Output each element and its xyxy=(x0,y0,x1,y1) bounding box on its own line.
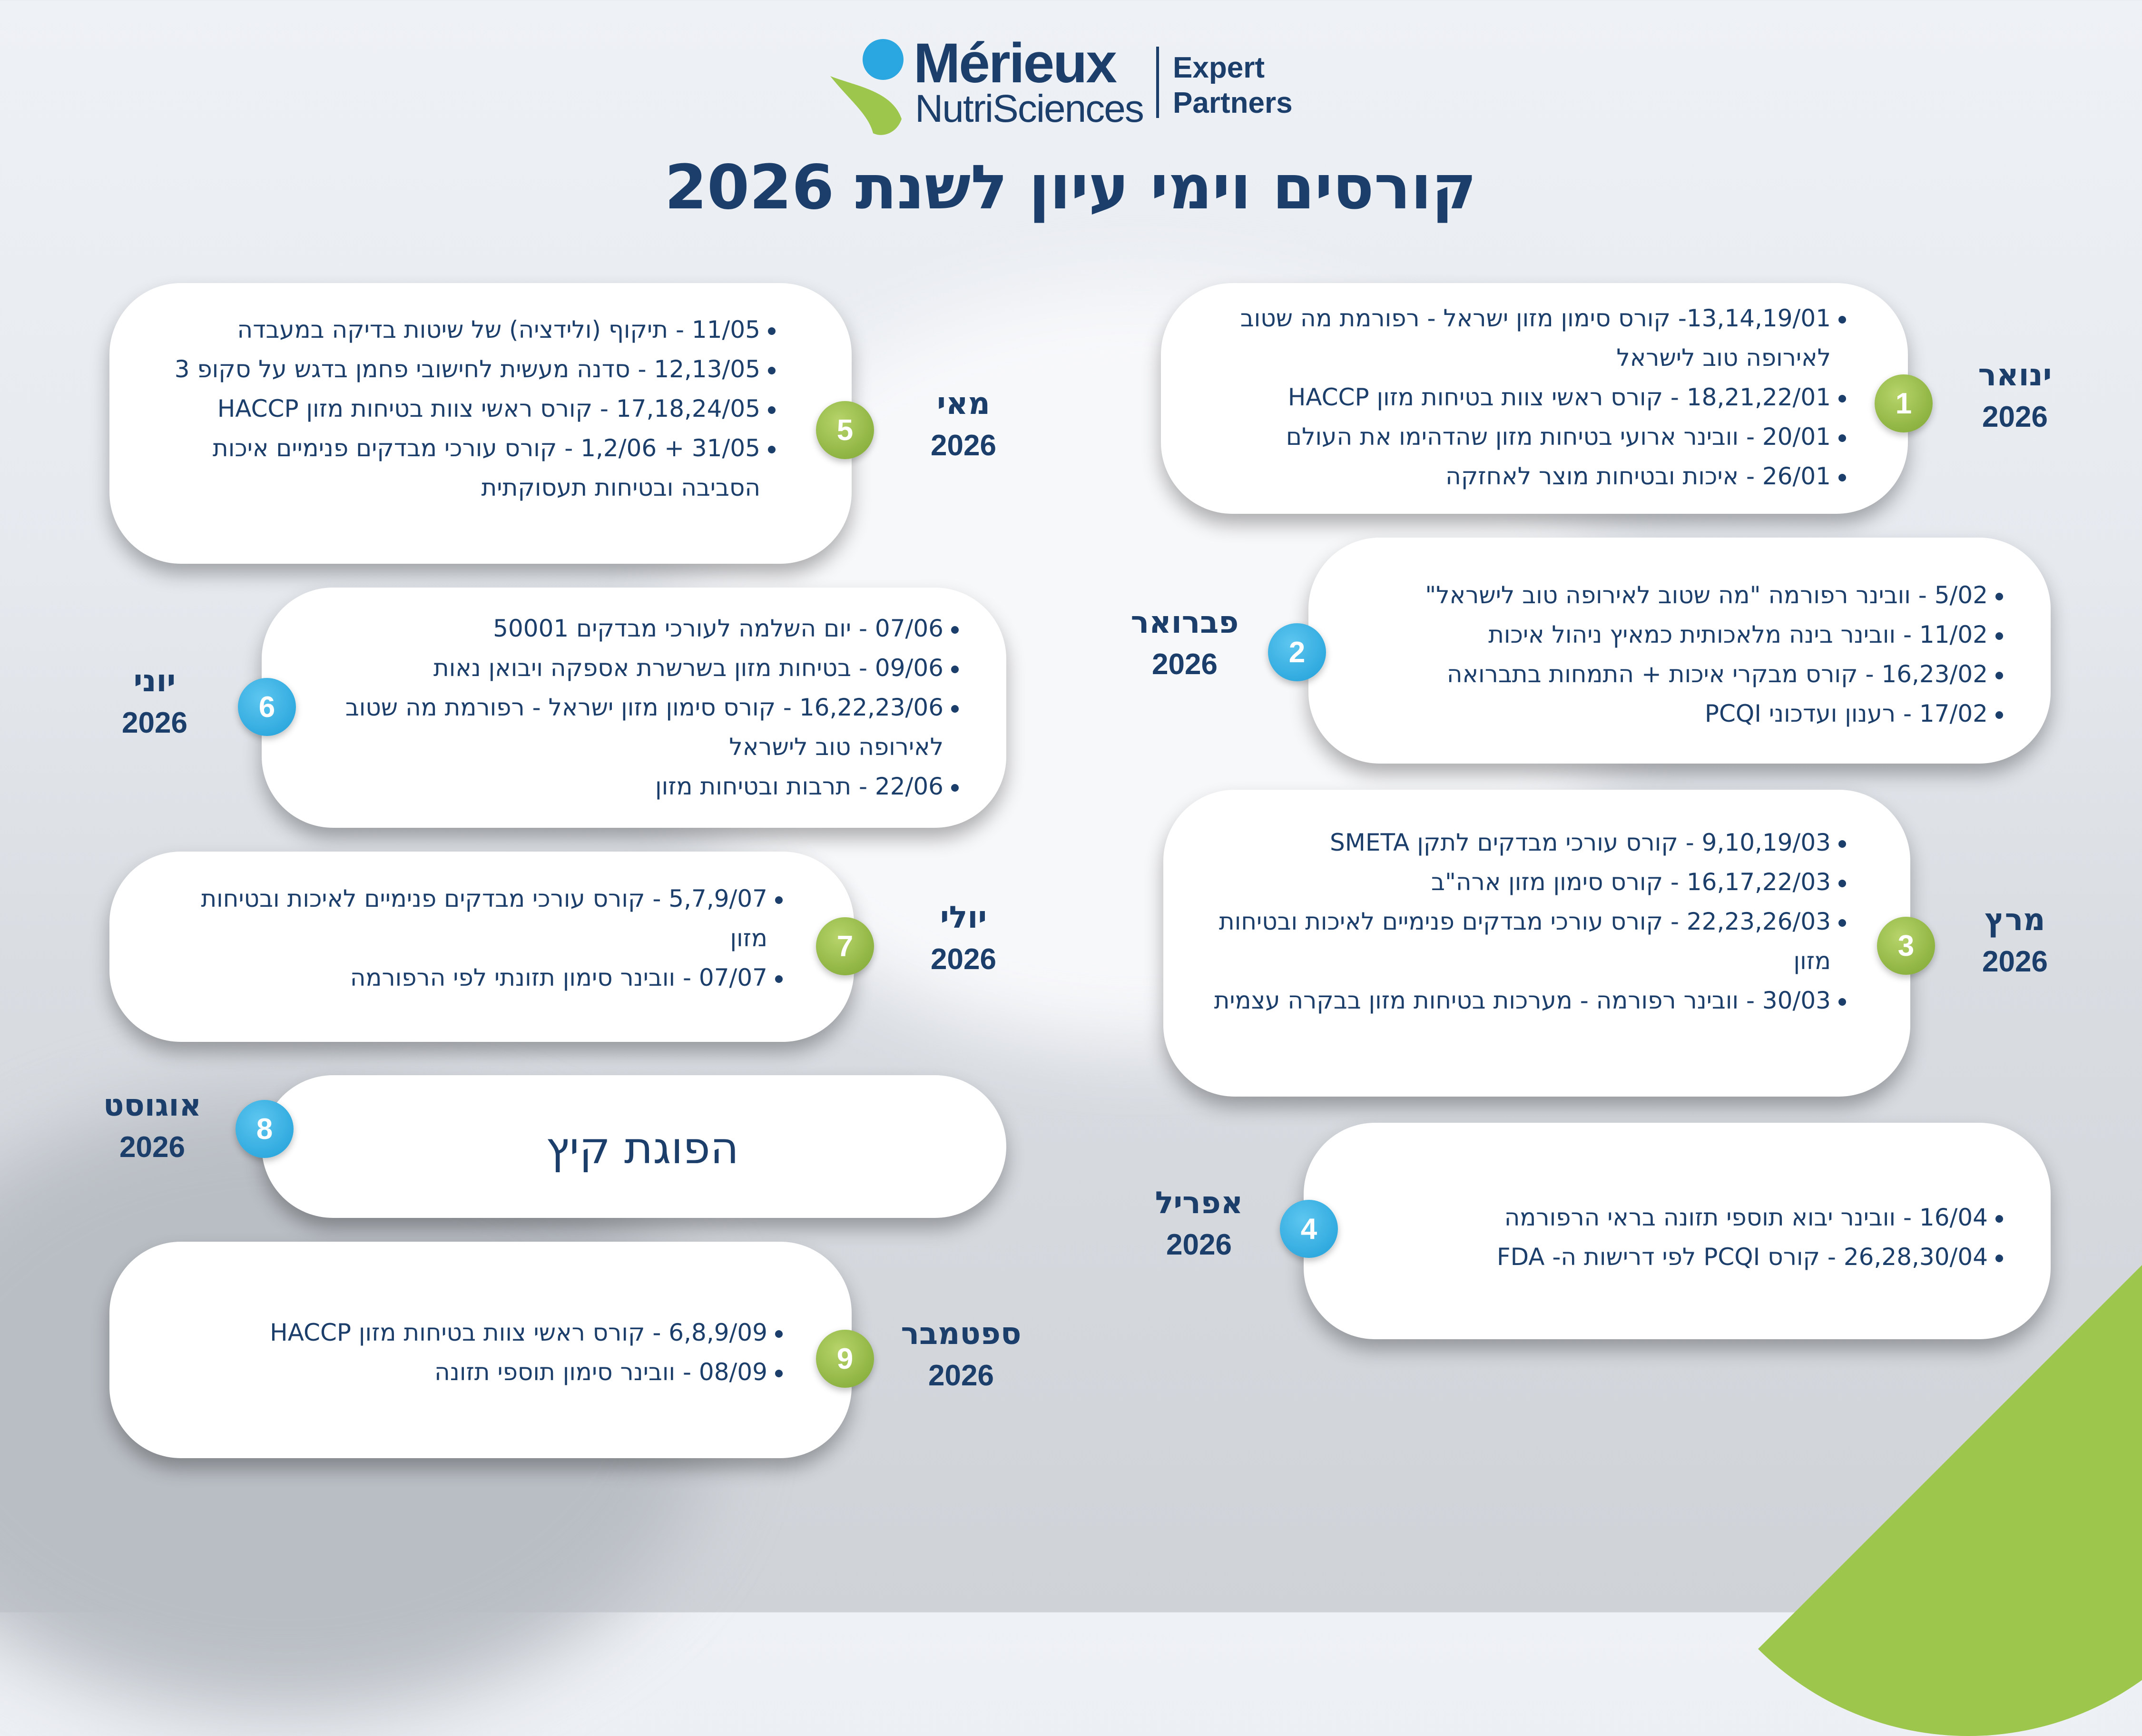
month-number-badge: 8 xyxy=(236,1100,294,1158)
month-year: 2026 xyxy=(931,429,996,462)
month-year: 2026 xyxy=(1166,1228,1232,1261)
month-label-march xyxy=(1948,899,2082,983)
month-year: 2026 xyxy=(119,1131,185,1164)
brand-tagline-2: Partners xyxy=(1173,87,1293,120)
month-label-may xyxy=(897,383,1030,467)
month-number-badge: 1 xyxy=(1875,374,1933,432)
brand-sub: NutriSciences xyxy=(915,87,1143,130)
course-item: 11/05 - תיקוף (ולידציה) של שיטות בדיקה במעבדה xyxy=(128,310,776,350)
month-name: יוני xyxy=(133,664,176,699)
course-item: 31/05 + 1,2/06 - קורס עורכי מבדקים פנימיים איכות הסביבה ובטיחות תעסוקתית xyxy=(128,429,776,508)
logo-divider xyxy=(1156,47,1159,118)
month-year: 2026 xyxy=(1982,401,2048,433)
month-number-badge: 4 xyxy=(1280,1200,1338,1258)
month-label-april xyxy=(1132,1182,1266,1266)
course-list-june xyxy=(295,609,959,806)
month-name: אפריל xyxy=(1155,1186,1243,1221)
brand-logo xyxy=(825,33,1330,138)
course-list-july xyxy=(190,879,783,998)
course-item: 12,13/05 - סדנה מעשית לחישובי פחמן בדגש על סקופ 3 xyxy=(128,350,776,389)
course-item: 07/06 - יום השלמה לעורכי מבדקים 50001 xyxy=(295,609,959,648)
course-item: 13,14,19/01- קורס סימון מזון ישראל - רפורמת מה שטוב לאירופה טוב לישראל xyxy=(1170,299,1846,378)
course-item: 5/02 - וובינר רפורמה "מה שטוב לאירופה טוב לישראל" xyxy=(1346,576,2003,615)
page-title: קורסים וימי עיון לשנת 2026 xyxy=(664,152,1477,223)
month-name: מאי xyxy=(937,386,990,422)
course-item: 22/06 - תרבות ובטיחות מזון xyxy=(295,767,959,806)
month-year: 2026 xyxy=(928,1359,994,1392)
month-name: מרץ xyxy=(1985,902,2045,938)
month-name: ספטמבר xyxy=(901,1316,1022,1352)
month-name: יולי xyxy=(940,900,987,935)
logo-leaf-icon xyxy=(825,67,906,138)
course-item: 16,23/02 - קורס מבקרי איכות + התמחות בתברואה xyxy=(1346,655,2003,694)
course-item: 16,17,22/03 - קורס סימון מזון ארה"ב xyxy=(1175,863,1846,902)
course-list-april xyxy=(1351,1198,2003,1277)
brand-name: Mérieux xyxy=(914,32,1116,95)
month-label-july xyxy=(897,897,1030,981)
course-item: 26/01 - איכות ובטיחות מוצר לאחזקה xyxy=(1170,457,1846,496)
course-item: 16/04 - וובינר יבוא תוספי תזונה בראי הרפורמה xyxy=(1351,1198,2003,1237)
course-list-february xyxy=(1346,576,2003,734)
month-name: אוגוסט xyxy=(103,1088,202,1123)
month-number-badge: 3 xyxy=(1877,917,1935,975)
course-item: 6,8,9/09 - קורס ראשי צוות בטיחות מזון HACCP xyxy=(143,1313,783,1353)
course-item: 09/06 - בטיחות מזון בשרשרת אספקה ויבואן נאות xyxy=(295,648,959,688)
course-item: 08/09 - וובינר סימון תוספי תזונה xyxy=(143,1353,783,1392)
month-number-badge: 7 xyxy=(816,917,874,975)
course-item: 5,7,9/07 - קורס עורכי מבדקים פנימיים לאיכות ובטיחות מזון xyxy=(190,879,783,958)
course-item: 20/01 - וובינר ארועי בטיחות מזון שהדהימו את העולם xyxy=(1170,417,1846,457)
course-item: 16,22,23/06 - קורס סימון מזון ישראל - רפורמת מה שטוב לאירופה טוב לישראל xyxy=(295,688,959,767)
course-item: 22,23,26/03 - קורס עורכי מבדקים פנימיים לאיכות ובטיחות מזון xyxy=(1175,902,1846,981)
brand-tagline-1: Expert xyxy=(1173,51,1265,84)
header xyxy=(0,0,2142,247)
month-year: 2026 xyxy=(1152,648,1218,681)
month-label-january xyxy=(1948,354,2082,438)
summer-break-label: הפוגת קיץ xyxy=(546,1123,739,1174)
month-label-august xyxy=(86,1085,219,1168)
course-item: 07/07 - וובינר סימון תזונתי לפי הרפורמה xyxy=(190,958,783,998)
month-name: פברואר xyxy=(1130,605,1239,640)
course-list-january xyxy=(1170,299,1846,496)
month-number-badge: 6 xyxy=(238,678,296,736)
course-item: 30/03 - וובינר רפורמה - מערכות בטיחות מזון בבקרה עצמית xyxy=(1175,981,1846,1020)
month-number-badge: 9 xyxy=(816,1330,874,1388)
month-name: ינואר xyxy=(1978,358,2052,393)
course-item: 17,18,24/05 - קורס ראשי צוות בטיחות מזון HACCP xyxy=(128,389,776,429)
month-label-june xyxy=(88,660,221,744)
course-item: 26,28,30/04 - קורס PCQI לפי דרישות ה- FDA xyxy=(1351,1237,2003,1277)
month-number-badge: 5 xyxy=(816,401,874,459)
month-year: 2026 xyxy=(1982,945,2048,978)
course-item: 9,10,19/03 - קורס עורכי מבדקים לתקן SMETA xyxy=(1175,823,1846,863)
course-item: 11/02 - וובינר בינה מלאכותית כמאיץ ניהול איכות xyxy=(1346,615,2003,655)
course-list-march xyxy=(1175,823,1846,1020)
month-label-february xyxy=(1118,602,1251,686)
course-list-may xyxy=(128,310,776,508)
course-item: 17/02 - רענון ועדכוני PCQI xyxy=(1346,694,2003,734)
brand-tagline xyxy=(1173,50,1293,121)
course-item: 18,21,22/01 - קורס ראשי צוות בטיחות מזון HACCP xyxy=(1170,378,1846,417)
month-year: 2026 xyxy=(931,943,996,976)
course-list-september xyxy=(143,1313,783,1392)
month-label-september xyxy=(894,1313,1028,1397)
month-year: 2026 xyxy=(122,706,187,739)
month-number-badge: 2 xyxy=(1268,623,1326,681)
